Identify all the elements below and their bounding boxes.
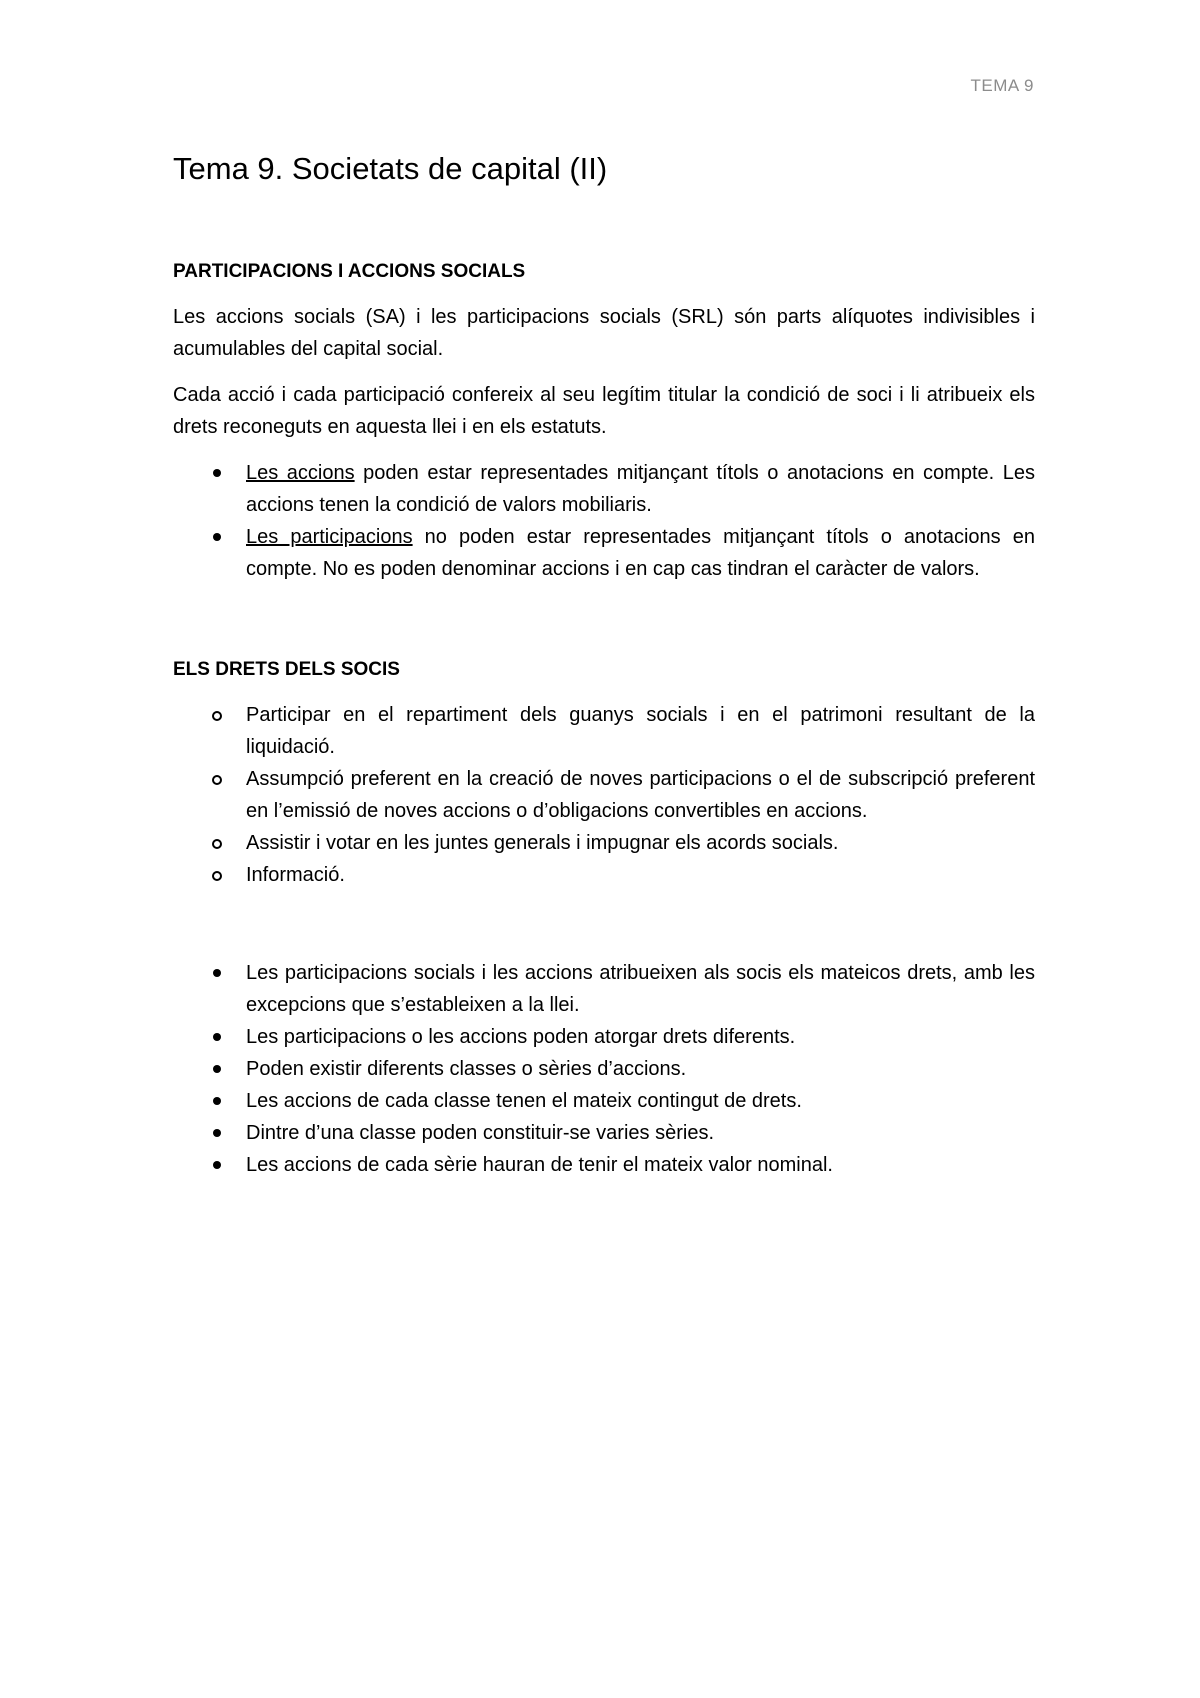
bullet-icon xyxy=(213,1129,221,1137)
section-heading-drets: ELS DRETS DELS SOCIS xyxy=(173,659,400,680)
list-item xyxy=(173,957,1035,1021)
bullet-icon xyxy=(213,1033,221,1041)
underlined-term: Les participacions xyxy=(246,526,413,548)
list-item xyxy=(173,699,1035,763)
document-body xyxy=(173,148,1035,1181)
list-item-text: Les accions de cada classe tenen el mateix contingut de drets. xyxy=(246,1090,802,1112)
hollow-bullet-icon xyxy=(212,871,222,881)
list-item-text: Assistir i votar en les juntes generals i impugnar els acords socials. xyxy=(246,832,839,854)
list-item-text: Informació. xyxy=(246,864,345,886)
list-item-text: Les participacions o les accions poden atorgar drets diferents. xyxy=(246,1026,796,1048)
document-title: Tema 9. Societats de capital (II) xyxy=(173,151,608,186)
list-item-text: no poden estar representades mitjançant títols o anotacions en compte. No es poden denominar accions i en cap cas tindran el caràcter de valors. xyxy=(246,526,1035,580)
representation-list xyxy=(173,457,1035,585)
hollow-bullet-icon xyxy=(212,775,222,785)
bullet-icon xyxy=(213,969,221,977)
list-item xyxy=(173,763,1035,827)
list-item xyxy=(173,1149,1035,1181)
bullet-icon xyxy=(213,533,221,541)
list-item-text: Les participacions socials i les accions atribueixen als socis els mateicos drets, amb les excepcions que s’estableixen a la llei. xyxy=(246,962,1035,1016)
paragraph-definition: Les accions socials (SA) i les participacions socials (SRL) són parts alíquotes indivisibles i acumulables del capital social. xyxy=(173,306,1035,360)
bullet-icon xyxy=(213,1097,221,1105)
hollow-bullet-icon xyxy=(212,711,222,721)
list-item xyxy=(173,457,1035,521)
list-item-text: Assumpció preferent en la creació de noves participacions o el de subscripció preferent en l’emissió de noves accions o d’obligacions convertibles en accions. xyxy=(246,768,1035,822)
list-item xyxy=(173,859,1035,891)
rights-list xyxy=(173,699,1035,891)
paragraph-soci-condition: Cada acció i cada participació confereix al seu legítim titular la condició de soci i li atribueix els drets reconeguts en aquesta llei i en els estatuts. xyxy=(173,384,1035,438)
list-item-text: Dintre d’una classe poden constituir-se varies sèries. xyxy=(246,1122,714,1144)
list-item-text: poden estar representades mitjançant títols o anotacions en compte. Les accions tenen la condició de valors mobiliaris. xyxy=(246,462,1036,516)
list-item xyxy=(173,521,1035,585)
notes-list xyxy=(173,957,1035,1181)
hollow-bullet-icon xyxy=(212,839,222,849)
list-item xyxy=(173,1053,1035,1085)
list-item-text: Les accions de cada sèrie hauran de tenir el mateix valor nominal. xyxy=(246,1154,833,1176)
list-item xyxy=(173,1021,1035,1053)
section-heading-participacions: PARTICIPACIONS I ACCIONS SOCIALS xyxy=(173,261,526,282)
list-item xyxy=(173,1085,1035,1117)
list-item-text: Participar en el repartiment dels guanys socials i en el patrimoni resultant de la liquidació. xyxy=(246,704,1035,758)
list-item-text: Poden existir diferents classes o sèries d’accions. xyxy=(246,1058,687,1080)
list-item xyxy=(173,827,1035,859)
underlined-term: Les accions xyxy=(246,462,355,484)
running-header: TEMA 9 xyxy=(970,76,1034,95)
bullet-icon xyxy=(213,469,221,477)
bullet-icon xyxy=(213,1161,221,1169)
bullet-icon xyxy=(213,1065,221,1073)
list-item xyxy=(173,1117,1035,1149)
